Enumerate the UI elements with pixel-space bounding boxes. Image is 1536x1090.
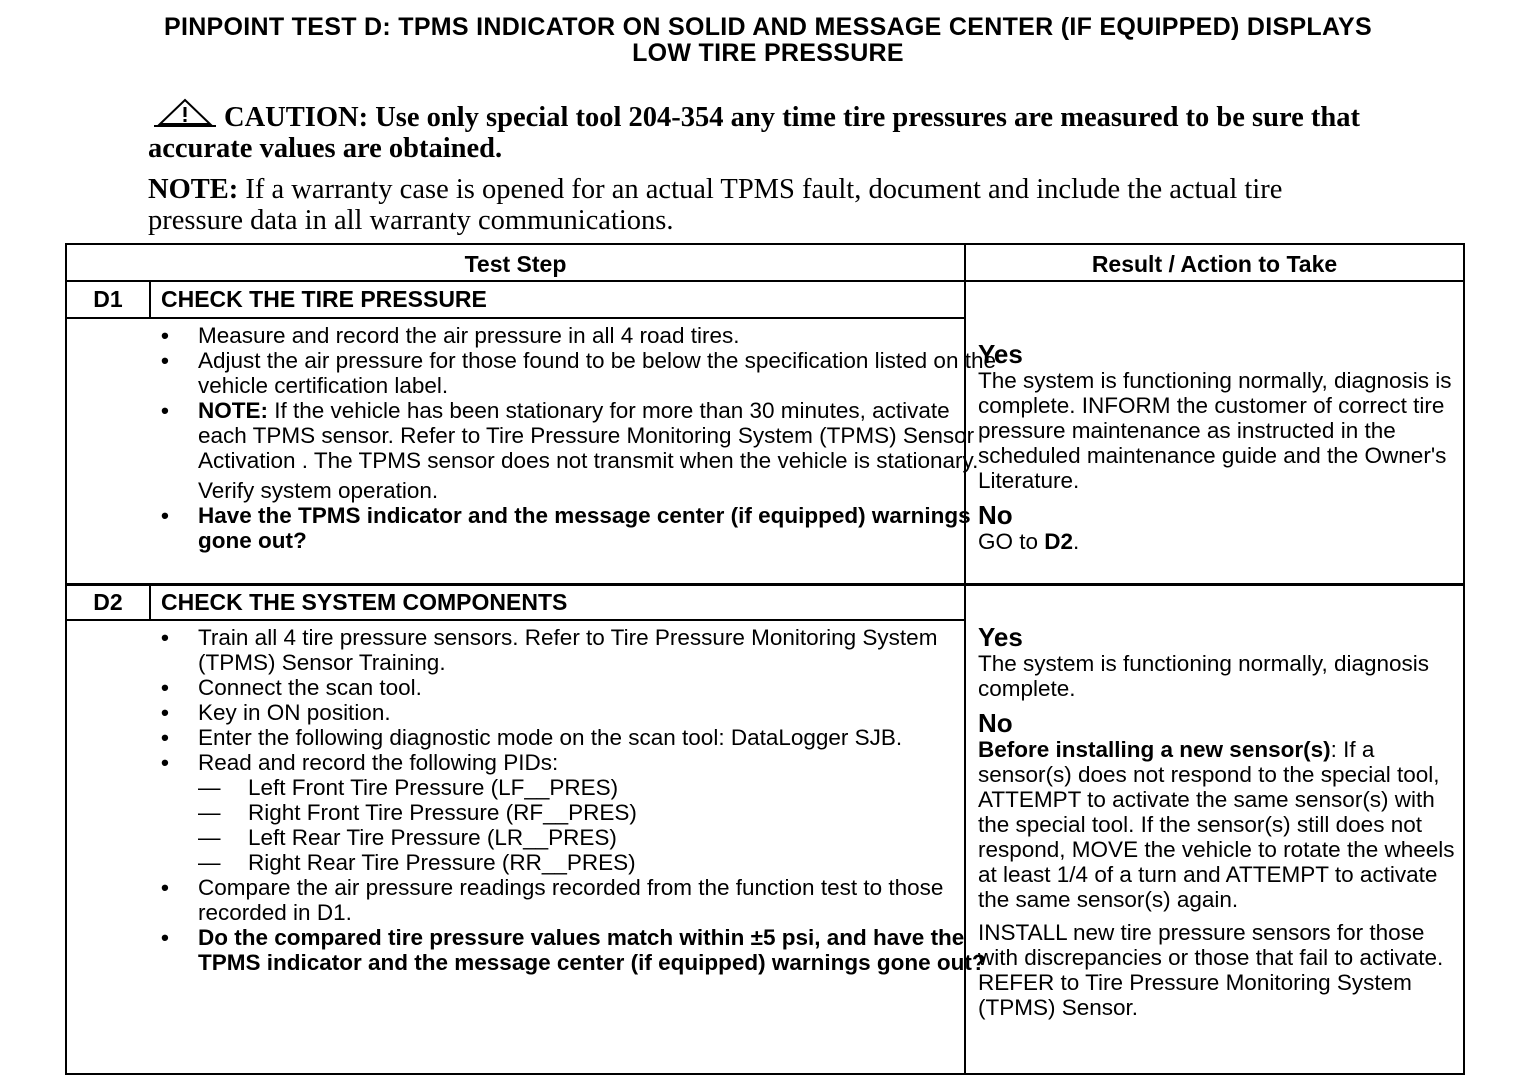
title-line-1: PINPOINT TEST D: TPMS INDICATOR ON SOLID AND MESSAGE CENTER (IF EQUIPPED) DISPLAYS — [163, 13, 1373, 41]
d2-title-divider — [67, 619, 964, 621]
install-text: INSTALL new tire pressure sensors for those with discrepancies or those that fail to activate. REFER to Tire Pressure Monitoring System (TPMS) Sensor. — [978, 920, 1444, 1020]
list-item: • Have the TPMS indicator and the message center (if equipped) warnings gone out? — [161, 503, 971, 553]
title-line-2: LOW TIRE PRESSURE — [632, 39, 904, 67]
pid-item: — Left Rear Tire Pressure (LR__PRES) — [198, 825, 617, 850]
pid-item: — Right Rear Tire Pressure (RR__PRES) — [198, 850, 636, 875]
d2-bullet-list — [161, 625, 998, 975]
pid-item: — Left Front Tire Pressure (LF__PRES) — [198, 775, 619, 800]
diagnostic-table — [65, 243, 1465, 1075]
note-label: NOTE: — [198, 398, 268, 423]
yes-label: Yes — [978, 339, 1023, 369]
yes-text: The system is functioning normally, diagnosis complete. — [978, 651, 1430, 701]
page-title — [60, 14, 1476, 66]
step-title: CHECK THE SYSTEM COMPONENTS — [161, 589, 568, 615]
yes-text: The system is functioning normally, diagnosis is complete. INFORM the customer of correct tire pressure maintenance as instructed in the scheduled maintenance guide and the Owner's Literature. — [978, 368, 1452, 493]
step-id: D1 — [93, 286, 123, 312]
list-item: • Compare the air pressure readings recorded from the function test to those recorded in D1. — [161, 875, 944, 925]
d2-id-divider — [149, 585, 151, 620]
note-block — [148, 174, 1368, 236]
list-item: • Enter the following diagnostic mode on the scan tool: DataLogger SJB. — [161, 725, 903, 750]
d2-result — [978, 623, 1463, 1020]
yes-label: Yes — [978, 622, 1023, 652]
step-title: CHECK THE TIRE PRESSURE — [161, 286, 487, 312]
d1-id-divider — [149, 282, 151, 318]
d1-bullet-list — [161, 323, 998, 553]
note-text: If a warranty case is opened for an actual TPMS fault, document and include the actual tire pressure data in all warranty communications. — [148, 174, 1283, 236]
list-item: • Read and record the following PIDs: — [161, 750, 559, 775]
go-to-d2-link[interactable]: D2 — [1044, 529, 1074, 554]
list-item: • Measure and record the air pressure in all 4 road tires. — [161, 323, 740, 348]
list-item: • Adjust the air pressure for those found to be below the specification listed on the vehicle certification label. — [161, 348, 996, 398]
no-label: No — [978, 708, 1013, 738]
list-item: • Do the compared tire pressure values match within ±5 psi, and have the TPMS indicator and the message center (if equipped) warnings gone out? — [161, 925, 986, 975]
d1-result — [978, 340, 1463, 554]
no-text: GO to D2. — [978, 529, 1080, 554]
d1-title-divider — [67, 317, 964, 319]
list-item: • Key in ON position. — [161, 700, 391, 725]
pid-item: — Right Front Tire Pressure (RF__PRES) — [198, 800, 637, 825]
list-item: • NOTE: If the vehicle has been stationary for more than 30 minutes, activate each TPMS sensor. Refer to Tire Pressure Monitoring System (TPMS) Sensor Activation . The TPMS sensor does not transmit when the vehicle is stationary. — [161, 398, 979, 473]
list-item: • Connect the scan tool. — [161, 675, 422, 700]
header-result: Result / Action to Take — [1091, 251, 1338, 277]
caution-text: CAUTION: Use only special tool 204-354 any time tire pressures are measured to be sure that accurate values are obtained. — [148, 102, 1360, 164]
warning-triangle-icon — [154, 98, 216, 128]
header-test-step: Test Step — [464, 251, 567, 277]
list-item: Verify system operation. — [198, 478, 439, 503]
step-id: D2 — [93, 589, 123, 615]
no-label: No — [978, 500, 1013, 530]
note-label: NOTE: — [148, 174, 239, 205]
no-text: Before installing a new sensor(s): If a sensor(s) does not respond to the special tool, ATTEMPT to activate the same sensor(s) with the special tool. If the sensor(s) still does not respond, MOVE the vehicle to rotate the wheels at least 1/4 of a turn and ATTEMPT to activate the same sensor(s) again. — [978, 737, 1455, 912]
caution-block — [148, 98, 1368, 164]
list-item: • Train all 4 tire pressure sensors. Refer to Tire Pressure Monitoring System (TPMS) Sensor Training. — [161, 625, 938, 675]
